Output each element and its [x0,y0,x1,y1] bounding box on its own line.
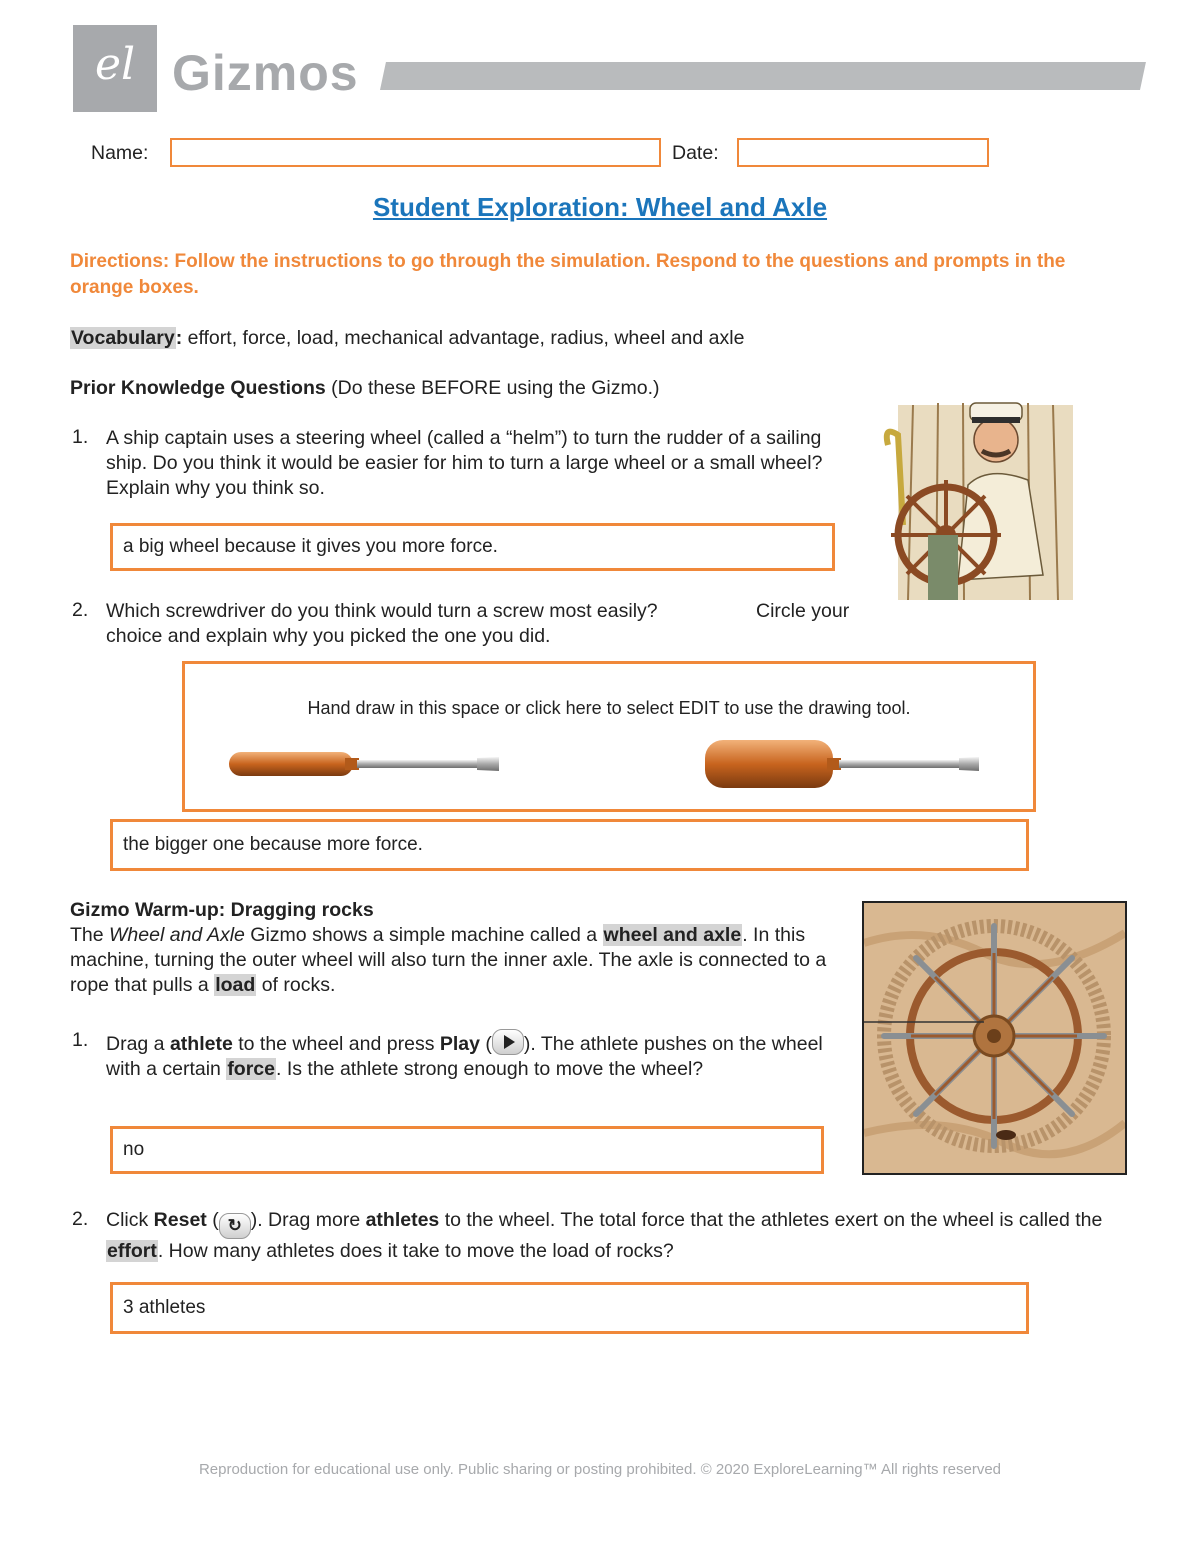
prior-q2-text-b: Circle your choice and explain why you picked the one you did. [106,600,850,647]
prior-q2-text-a: Which screwdriver do you think would turn a screw most easily? [106,600,658,622]
small-screwdriver-icon[interactable] [227,746,507,782]
term-athletes: athletes [365,1209,440,1231]
prior-q2-answer: the bigger one because more force. [123,834,423,855]
warmup-heading: Gizmo Warm-up: Dragging rocks [70,899,374,921]
term-load: load [215,974,256,996]
prior-q1-number: 1. [72,426,89,448]
q-text: . How many athletes does it take to move the load of rocks? [157,1240,674,1262]
prior-knowledge-heading [70,376,870,401]
warmup-paragraph [70,923,830,998]
warmup-q1-answer-box[interactable] [110,1126,824,1174]
warmup-q1-text [106,1029,826,1082]
footer-notice: Reproduction for educational use only. Public sharing or posting prohibited. © 2020 ExploreLearning™ All rights reserved [198,1461,1002,1478]
q-text: to the wheel and press [232,1033,440,1055]
warmup-text: The [70,924,110,946]
prior-knowledge-note: (Do these BEFORE using the Gizmo.) [325,377,660,399]
play-icon[interactable] [492,1029,524,1055]
warmup-q1-answer: no [123,1139,145,1160]
header-bar [380,62,1146,90]
term-effort: effort [107,1240,157,1262]
brand-name: Gizmos [172,45,359,101]
q-text: ). The athlete pushes on the wheel with a certain [106,1033,823,1080]
ship-captain-illustration [878,385,1078,605]
warmup-q2-number: 2. [72,1208,89,1230]
vocabulary [70,326,970,351]
warmup-text: Gizmo shows a simple machine called a [244,924,603,946]
wheel-gizmo-image [862,901,1127,1175]
term-play: Play [439,1033,480,1055]
prior-q2-answer-box[interactable] [110,819,1029,871]
term-force: force [227,1058,275,1080]
drawing-prompt[interactable]: Hand draw in this space or click here to select EDIT to use the drawing tool. [307,698,911,718]
date-field[interactable] [737,138,989,167]
warmup-text: of rocks. [256,974,336,996]
logo-glyph: el [94,39,136,90]
warmup-text: . In this machine, turning the outer wheel will also turn the inner axle. The axle is connected to a rope that pulls a [70,924,827,996]
warmup-q2-text [106,1208,1126,1264]
reset-icon[interactable]: ↻ [219,1213,251,1239]
name-field[interactable] [170,138,661,167]
term-athlete: athlete [169,1033,233,1055]
q-text: ). Drag more [250,1209,366,1231]
directions: Directions: Follow the instructions to go through the simulation. Respond to the questions and prompts in the orange boxes. [70,251,1066,298]
q-text: Click [106,1209,154,1231]
name-label: Name: [91,142,149,164]
prior-q1-answer-box[interactable] [110,523,835,571]
q-text: to the wheel. The total force that the athletes exert on the wheel is called the [439,1209,1103,1231]
warmup-q1-number: 1. [72,1029,89,1051]
q-text: . Is the athlete strong enough to move the wheel? [276,1058,704,1080]
gizmo-name: Wheel and Axle [109,924,245,946]
large-screwdriver-icon[interactable] [703,736,983,792]
drawing-area[interactable] [182,661,1036,812]
prior-q1-text: A ship captain uses a steering wheel (called a “helm”) to turn the rudder of a sailing ship. Do you think it would be easier for him to turn a large wheel or a small wheel? Explain why you think so. [106,427,823,499]
warmup-q2-answer-box[interactable] [110,1282,1029,1334]
prior-q2-number: 2. [72,599,89,621]
date-label: Date: [672,142,719,164]
prior-q1-answer: a big wheel because it gives you more force. [123,536,498,557]
vocabulary-terms: effort, force, load, mechanical advantage, radius, wheel and axle [182,327,745,349]
q-text: ( [206,1209,219,1231]
vocabulary-label: Vocabulary [71,327,175,349]
warmup-q2-answer: 3 athletes [123,1297,206,1318]
term-reset: Reset [153,1209,207,1231]
q-text: ( [479,1033,492,1055]
prior-knowledge-title: Prior Knowledge Questions [70,377,326,399]
term-wheel-and-axle: wheel and axle [603,924,742,946]
q-text: Drag a [106,1033,170,1055]
vocabulary-colon: : [175,327,183,349]
logo-badge [73,25,157,112]
page-title: Student Exploration: Wheel and Axle [372,192,828,222]
